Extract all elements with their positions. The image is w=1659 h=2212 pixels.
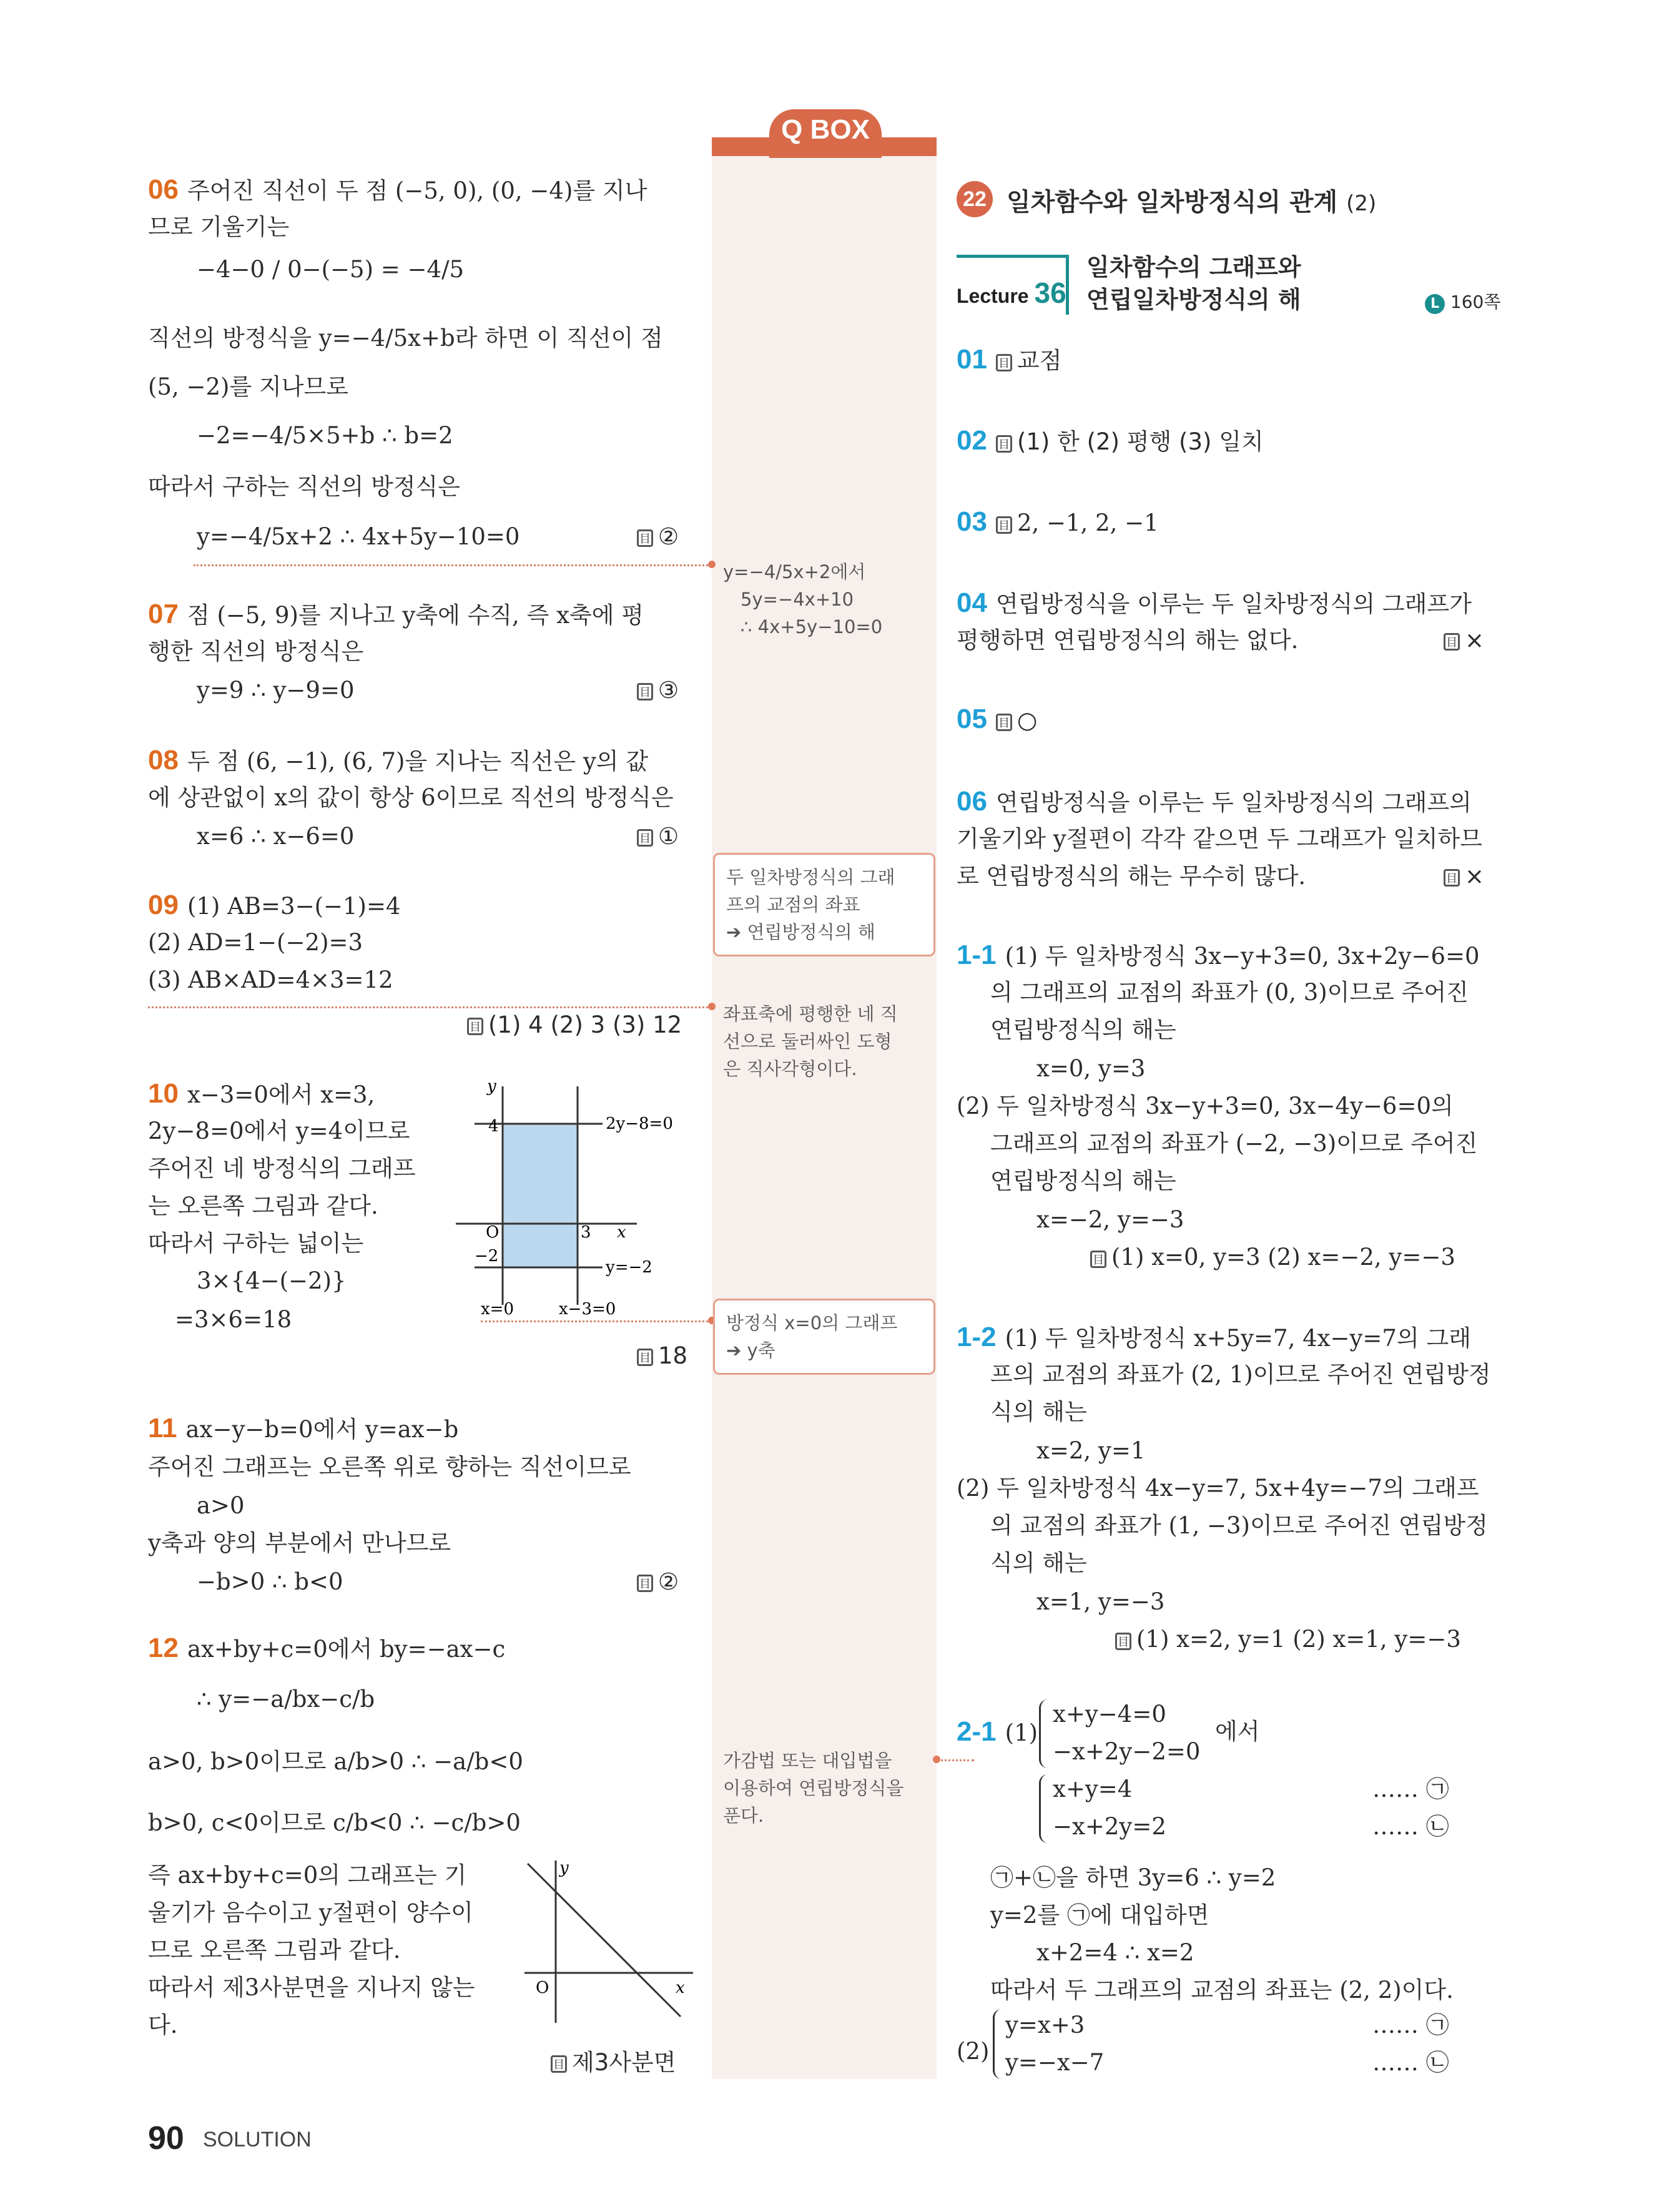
p06-line4: 직선의 방정식을 y=−4/5x+b라 하면 이 직선이 점 [148, 325, 663, 351]
p06-line2: 므로 기울기는 [148, 214, 290, 240]
p06-line5: (5, −2)를 지나므로 [148, 373, 348, 400]
p12-line6: 울기가 음수이고 y절편이 양수이 [148, 1899, 473, 1926]
q11-line6: 그래프의 교점의 좌표가 (−2, −3)이므로 주어진 [990, 1130, 1478, 1157]
p06-line7: 따라서 구하는 직선의 방정식은 [148, 473, 460, 500]
p08-answer: 目 ① [637, 823, 679, 850]
answer-mark-icon: 目 [637, 1349, 653, 1366]
p09-line3: (3) AB×AD=4×3=12 [148, 966, 393, 993]
p06-line3: −4−0 / 0−(−5) = −4/5 [197, 256, 465, 283]
q21-sys1a: x+y−4=0 [1053, 1701, 1166, 1728]
p12-line3: a>0, b>0이므로 a/b>0 ∴ −a/b<0 [148, 1748, 523, 1775]
p10-line7: =3×6=18 [175, 1306, 292, 1333]
q06-answer: 目 × [1444, 863, 1484, 890]
connector-dot [933, 1756, 940, 1763]
graph-x0-label: x=0 [481, 1300, 514, 1319]
note-2: 두 일차방정식의 그래 프의 교점의 좌표 ➔ 연립방정식의 해 [713, 853, 935, 956]
q01: 01 目 교점 [957, 344, 1062, 375]
p06-answer: 目 ② [637, 523, 679, 551]
q12-line4: x=2, y=1 [1036, 1437, 1146, 1464]
q21-sys3b: y=−x−7 [1005, 2049, 1105, 2076]
graph-o-label: O [536, 1979, 549, 1997]
p06-number: 06 [148, 174, 179, 205]
answer-mark-icon: 目 [637, 1575, 653, 1592]
lecture-page-ref: L 160쪽 [1425, 288, 1500, 314]
system2-brace [1039, 1774, 1050, 1843]
p09-line1: 09 (1) AB=3−(−1)=4 [148, 890, 401, 920]
graph-4-label: 4 [488, 1117, 499, 1136]
p12-line5: 즉 ax+by+c=0의 그래프는 기 [148, 1862, 467, 1889]
answer-mark-icon: 目 [637, 683, 653, 700]
q12-answer: 目 (1) x=2, y=1 (2) x=1, y=−3 [1115, 1626, 1461, 1653]
q11-line7: 연립방정식의 해는 [990, 1167, 1176, 1194]
q02: 02 目 (1) 한 (2) 평행 (3) 일치 [957, 425, 1264, 456]
p11-line3: a>0 [197, 1492, 245, 1519]
shaded-rectangle [503, 1124, 578, 1267]
graph-x-label: x [617, 1223, 626, 1242]
q12-line2: 프의 교점의 좌표가 (2, 1)이므로 주어진 연립방정 [990, 1361, 1491, 1388]
p12-answer: 目 제3사분면 [551, 2049, 676, 2077]
system3-brace [993, 2009, 1003, 2079]
q11-line5: (2) 두 일차방정식 3x−y+3=0, 3x−4y−6=0의 [957, 1093, 1454, 1119]
q21-mark3: …… ㉠ [1372, 2012, 1449, 2038]
p07-line2: 행한 직선의 방정식은 [148, 638, 364, 665]
p12-line9: 다. [148, 2012, 178, 2038]
p12-line8: 따라서 제3사분면을 지나지 않는 [148, 1974, 475, 2001]
p06-line8: y=−4/5x+2 ∴ 4x+5y−10=0 [197, 523, 520, 550]
graph-bottom-line-label: y=−2 [606, 1258, 652, 1277]
section-title: 일차함수와 일차방정식의 관계 (2) [1007, 188, 1377, 217]
p07-line1: 07 점 (−5, 9)를 지나고 y축에 수직, 즉 x축에 평 [148, 599, 644, 629]
p09-answer: 目 (1) 4 (2) 3 (3) 12 [467, 1011, 682, 1039]
answer-mark-icon: 目 [996, 714, 1012, 731]
q21-line4: 따라서 두 그래프의 교점의 좌표는 (2, 2)이다. [990, 1977, 1454, 2003]
answer-mark-icon: 目 [996, 354, 1012, 371]
answer-mark-icon: 目 [996, 516, 1012, 534]
p06-connector [194, 564, 712, 566]
p10-line3: 주어진 네 방정식의 그래프 [148, 1155, 416, 1182]
p10-line4: 는 오른쪽 그림과 같다. [148, 1192, 378, 1219]
answer-mark-icon: 目 [996, 435, 1012, 453]
q04-line1: 04 연립방정식을 이루는 두 일차방정식의 그래프가 [957, 587, 1472, 618]
p10-line5: 따라서 구하는 넓이는 [148, 1230, 364, 1257]
q21-mark1: …… ㉠ [1372, 1776, 1449, 1802]
q11-answer: 目 (1) x=0, y=3 (2) x=−2, y=−3 [1090, 1244, 1455, 1271]
q11-line2: 의 그래프의 교점의 좌표가 (0, 3)이므로 주어진 [990, 979, 1469, 1006]
qbox-label: Q BOX [781, 114, 870, 145]
graph-top-line-label: 2y−8=0 [606, 1114, 673, 1133]
graph-y-label: y [487, 1077, 496, 1096]
q21-line3: x+2=4 ∴ x=2 [1036, 1939, 1194, 1966]
page-number: 90 [148, 2120, 184, 2156]
q21-line2: y=2를 ㉠에 대입하면 [990, 1902, 1209, 1929]
note-5: 가감법 또는 대입법을 이용하여 연립방정식을 푼다. [723, 1750, 904, 1826]
q05: 05 目 ○ [957, 704, 1038, 734]
q06-line3: 로 연립방정식의 해는 무수히 많다. [957, 863, 1306, 890]
answer-mark-icon: 目 [467, 1018, 483, 1035]
answer-mark-icon: 目 [637, 529, 653, 547]
p10-line1: 10 x−3=0에서 x=3, [148, 1078, 375, 1109]
q06-line2: 기울기와 y절편이 각각 같으면 두 그래프가 일치하므 [957, 825, 1483, 852]
p06-line6: −2=−4/5×5+b ∴ b=2 [197, 422, 453, 449]
footer-label: SOLUTION [203, 2128, 312, 2151]
q21-part2-label: (2) [957, 2038, 990, 2065]
graph-x-label: x [676, 1979, 685, 1997]
note-1: y=−4/5x+2에서 5y=−4x+10 ∴ 4x+5y−10=0 [723, 561, 883, 637]
answer-mark-icon: 目 [1444, 869, 1460, 887]
note-4: 방정식 x=0의 그래프 ➔ y축 [713, 1299, 935, 1375]
graph-x3-label: x−3=0 [559, 1300, 616, 1319]
q21-head: 2-1 (1) [957, 1716, 1038, 1747]
graph-y-label: y [559, 1859, 569, 1877]
p12-line2: ∴ y=−a/bx−c/b [197, 1686, 375, 1713]
answer-mark-icon: 目 [637, 829, 653, 847]
p11-line4: y축과 양의 부분에서 만나므로 [148, 1530, 451, 1556]
p11-line5: −b>0 ∴ b<0 [197, 1568, 343, 1595]
q12-line8: x=1, y=−3 [1036, 1588, 1165, 1615]
q12-line5: (2) 두 일차방정식 4x−y=7, 5x+4y=−7의 그래프 [957, 1475, 1479, 1502]
lecture-l-icon: L [1425, 294, 1445, 314]
q12-line3: 식의 해는 [990, 1398, 1087, 1425]
system1-brace [1039, 1699, 1050, 1768]
q21-sys1b: −x+2y−2=0 [1053, 1738, 1201, 1765]
q21-sys3a: y=x+3 [1005, 2012, 1085, 2038]
graph-m2-label: −2 [475, 1247, 499, 1266]
q11-line1: 1-1 (1) 두 일차방정식 3x−y+3=0, 3x+2y−6=0 [957, 940, 1480, 970]
p07-line3: y=9 ∴ y−9=0 [197, 677, 355, 704]
p06-line1: 06 주어진 직선이 두 점 (−5, 0), (0, −4)를 지나 [148, 174, 647, 205]
p09-connector [148, 1006, 712, 1008]
lecture-title: 일차함수의 그래프와 연립일차방정식의 해 [1086, 253, 1301, 313]
p12-line4: b>0, c<0이므로 c/b<0 ∴ −c/b>0 [148, 1809, 521, 1836]
graph-3-label: 3 [581, 1223, 591, 1242]
q12-line7: 식의 해는 [990, 1550, 1087, 1576]
q21-mark2: …… ㉡ [1372, 1813, 1449, 1840]
p12-line-graph [518, 1848, 699, 2029]
q11-line8: x=−2, y=−3 [1036, 1206, 1184, 1233]
graph-o-label: O [486, 1223, 500, 1242]
p10-rectangle-graph [456, 1074, 706, 1324]
answer-mark-icon: 目 [1444, 633, 1460, 651]
answer-mark-icon: 目 [1090, 1251, 1106, 1268]
p11-line1: 11 ax−y−b=0에서 y=ax−b [148, 1413, 459, 1443]
q03: 03 目 2, −1, 2, −1 [957, 506, 1159, 537]
q06-line1: 06 연립방정식을 이루는 두 일차방정식의 그래프의 [957, 786, 1472, 817]
q11-line3: 연립방정식의 해는 [990, 1016, 1176, 1043]
p11-line2: 주어진 그래프는 오른쪽 위로 향하는 직선이므로 [148, 1453, 631, 1480]
section-badge: 22 [957, 181, 993, 217]
q21-line1: ㉠+㉡을 하면 3y=6 ∴ y=2 [990, 1864, 1276, 1891]
q21-eseo: 에서 [1215, 1718, 1260, 1745]
q04-line2: 평행하면 연립방정식의 해는 없다. [957, 627, 1299, 654]
q21-mark4: …… ㉡ [1372, 2049, 1449, 2076]
lecture-label: Lecture 36 [957, 277, 1066, 309]
answer-mark-icon: 目 [551, 2055, 567, 2073]
q11-line4: x=0, y=3 [1036, 1055, 1146, 1082]
decreasing-line [528, 1864, 681, 2017]
answer-mark-icon: 目 [1115, 1633, 1131, 1650]
p10-answer: 目 18 [637, 1342, 687, 1370]
p11-answer: 目 ② [637, 1568, 679, 1596]
p10-line2: 2y−8=0에서 y=4이므로 [148, 1118, 410, 1144]
p08-line3: x=6 ∴ x−6=0 [197, 823, 355, 850]
q04-answer: 目 × [1444, 627, 1484, 654]
p08-line1: 08 두 점 (6, −1), (6, 7)을 지나는 직선은 y의 값 [148, 745, 649, 775]
p10-line6: 3×{4−(−2)} [197, 1267, 347, 1294]
q12-line6: 의 교점의 좌표가 (1, −3)이므로 주어진 연립방정 [990, 1512, 1488, 1539]
q21-sys2a: x+y=4 [1053, 1776, 1133, 1802]
p09-line2: (2) AD=1−(−2)=3 [148, 929, 363, 956]
p07-answer: 目 ③ [637, 677, 679, 704]
p08-line2: 에 상관없이 x의 값이 항상 6이므로 직선의 방정식은 [148, 784, 674, 811]
p12-line7: 므로 오른쪽 그림과 같다. [148, 1937, 401, 1964]
q21-sys2b: −x+2y=2 [1053, 1813, 1166, 1840]
q12-line1: 1-2 (1) 두 일차방정식 x+5y=7, 4x−y=7의 그래 [957, 1322, 1471, 1352]
p12-line1: 12 ax+by+c=0에서 by=−ax−c [148, 1633, 506, 1663]
note5-connector [937, 1759, 974, 1761]
note-3: 좌표축에 평행한 네 직 선으로 둘러싸인 도형 은 직사각형이다. [723, 1003, 898, 1079]
